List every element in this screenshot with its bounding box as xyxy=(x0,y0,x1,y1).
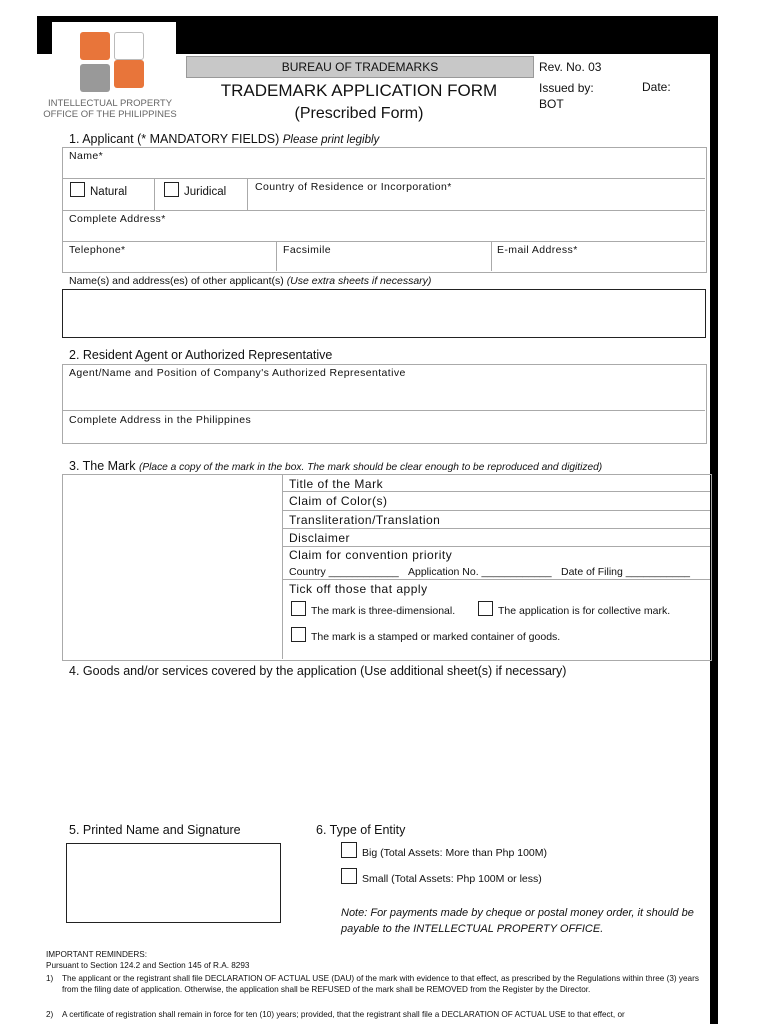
ph-address-field[interactable]: Complete Address in the Philippines xyxy=(69,414,252,426)
agent-field[interactable]: Agent/Name and Position of Company's Authorized Representative xyxy=(69,367,406,379)
reminder-1-number: 1) xyxy=(46,974,54,983)
section-3-title: 3. The Mark xyxy=(69,459,136,473)
revision-number: Rev. No. 03 xyxy=(539,60,602,74)
name-field[interactable]: Name* xyxy=(69,150,104,162)
mark-image-box[interactable] xyxy=(63,475,281,658)
facsimile-field[interactable]: Facsimile xyxy=(283,244,331,256)
entity-small-option[interactable] xyxy=(341,868,542,885)
reminder-1-text: The applicant or the registrant shall file DECLARATION OF ACTUAL USE (DAU) of the mark with evidence to that effect, as prescribed by the Regulations within three (3) years from the filing date of application. Otherwise, the application shall be REFUSED of the mark shall be REMOVED from the Register by the Director. xyxy=(62,974,699,994)
stamped-container-label: The mark is a stamped or marked container of goods. xyxy=(311,631,561,643)
section-1-note: Please print legibly xyxy=(282,134,380,146)
entity-big-option[interactable] xyxy=(341,842,547,859)
stamped-container-checkbox[interactable] xyxy=(291,627,306,642)
entity-small-label: Small (Total Assets: Php 100M or less) xyxy=(362,873,542,885)
other-applicants-note: (Use extra sheets if necessary) xyxy=(286,275,432,287)
reminders-pursuant: Pursuant to Section 124.2 and Section 145 of R.A. 8293 xyxy=(46,961,250,970)
issued-by-label: Issued by: xyxy=(539,81,594,95)
section-2-heading: 2. Resident Agent or Authorized Representative xyxy=(69,348,333,362)
stamped-container-option[interactable] xyxy=(291,627,560,643)
natural-option[interactable] xyxy=(70,182,127,198)
country-field[interactable]: Country of Residence or Incorporation* xyxy=(255,181,452,193)
form-subtitle: (Prescribed Form) xyxy=(294,105,424,122)
logo-text: INTELLECTUAL PROPERTY OFFICE OF THE PHILIPPINES xyxy=(43,98,177,120)
juridical-checkbox[interactable] xyxy=(164,182,179,197)
section-5-heading: 5. Printed Name and Signature xyxy=(69,823,241,837)
convention-priority-label: Claim for convention priority xyxy=(289,548,453,562)
reminder-2-number: 2) xyxy=(46,1010,54,1019)
entity-big-label: Big (Total Assets: More than Php 100M) xyxy=(362,847,548,859)
section-3-note: (Place a copy of the mark in the box. The mark should be clear enough to be reproduced and digitized) xyxy=(138,462,603,473)
form-title: TRADEMARK APPLICATION FORM xyxy=(220,81,498,100)
entity-big-checkbox[interactable] xyxy=(341,842,357,858)
collective-mark-option[interactable] xyxy=(478,601,670,617)
claim-of-color-field[interactable]: Claim of Color(s) xyxy=(289,494,388,508)
goods-services-area[interactable] xyxy=(62,682,710,812)
section-6-heading: 6. Type of Entity xyxy=(316,823,406,837)
collective-mark-checkbox[interactable] xyxy=(478,601,493,616)
priority-date-of-filing-field[interactable]: Date of Filing ___________ xyxy=(561,566,691,578)
juridical-option[interactable] xyxy=(164,182,226,198)
three-dimensional-label: The mark is three-dimensional. xyxy=(311,605,456,617)
transliteration-field[interactable]: Transliteration/Translation xyxy=(289,513,441,527)
section-3-heading xyxy=(69,459,602,473)
issued-by xyxy=(539,80,594,112)
other-applicants-box[interactable] xyxy=(62,289,706,338)
address-field[interactable]: Complete Address* xyxy=(69,213,166,225)
priority-country-field[interactable]: Country ____________ xyxy=(289,566,399,578)
natural-checkbox[interactable] xyxy=(70,182,85,197)
tick-off-label: Tick off those that apply xyxy=(289,582,428,596)
other-applicants-label xyxy=(69,275,431,287)
other-applicants-text: Name(s) and address(es) of other applicant(s) xyxy=(69,275,284,287)
reminders-title: IMPORTANT REMINDERS: xyxy=(46,950,147,959)
section-1-title: 1. Applicant (* MANDATORY FIELDS) xyxy=(69,132,280,146)
bureau-banner: BUREAU OF TRADEMARKS xyxy=(186,56,534,78)
email-field[interactable]: E-mail Address* xyxy=(497,244,578,256)
juridical-label: Juridical xyxy=(184,186,227,198)
collective-mark-label: The application is for collective mark. xyxy=(498,605,671,617)
telephone-field[interactable]: Telephone* xyxy=(69,244,126,256)
entity-small-checkbox[interactable] xyxy=(341,868,357,884)
disclaimer-field[interactable]: Disclaimer xyxy=(289,531,351,545)
signature-box[interactable] xyxy=(66,843,281,923)
three-dimensional-option[interactable] xyxy=(291,601,455,617)
three-dimensional-checkbox[interactable] xyxy=(291,601,306,616)
section-1-heading xyxy=(69,132,379,146)
payment-note: Note: For payments made by cheque or postal money order, it should be payable to the INTELLECTUAL PROPERTY OFFICE. xyxy=(341,907,694,935)
priority-application-no-field[interactable]: Application No. ____________ xyxy=(408,566,552,578)
issued-by-value: BOT xyxy=(539,97,564,111)
section-4-heading: 4. Goods and/or services covered by the application (Use additional sheet(s) if necessary) xyxy=(69,664,567,678)
reminder-2-text: A certificate of registration shall remain in force for ten (10) years; provided, that the registrant shall file a DECLARATION OF ACTUAL USE to that effect, or xyxy=(62,1010,625,1019)
date-label: Date: xyxy=(642,80,671,94)
natural-label: Natural xyxy=(90,186,128,198)
title-of-mark-field[interactable]: Title of the Mark xyxy=(289,477,384,491)
